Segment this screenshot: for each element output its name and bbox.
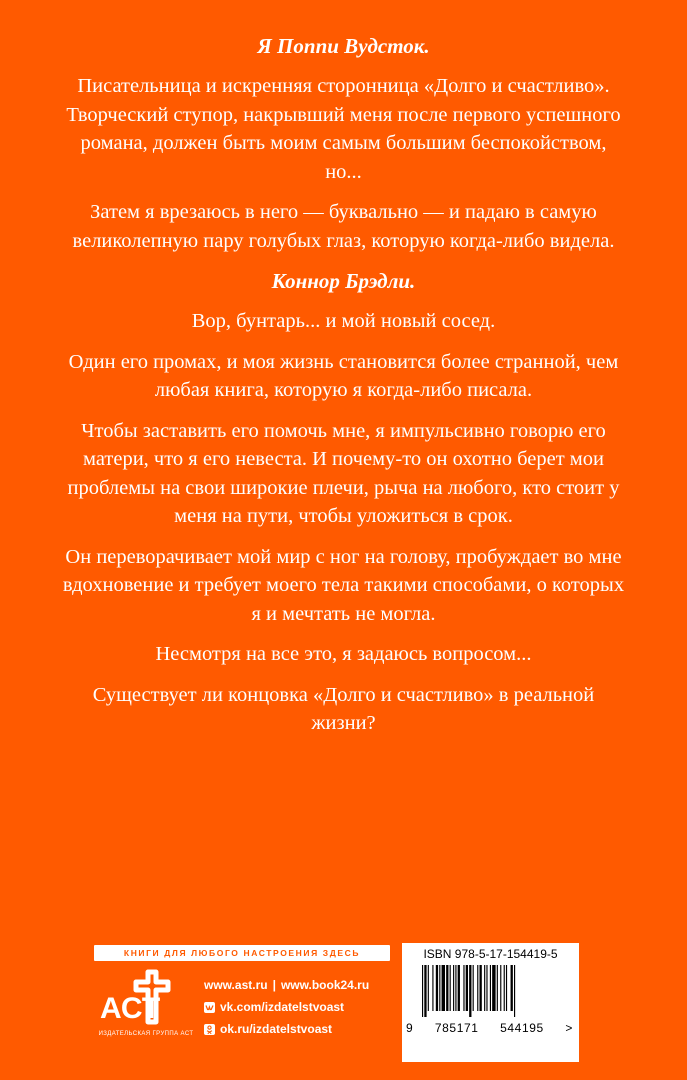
barcode-bar — [506, 965, 507, 1011]
logo-caption: ИЗДАТЕЛЬСКАЯ ГРУППА АСТ — [98, 1031, 194, 1037]
back-cover-blurb — [60, 32, 627, 750]
paragraph-1: Писательница и искренняя сторонница «Долго и счастливо». Творческий ступор, накрывший меня после первого успешного романа, должен быть моим самым большим беспокойством, но... — [66, 75, 621, 183]
paragraph-7: Несмотря на все это, я задаюсь вопросом... — [155, 643, 532, 665]
site-book24-link[interactable]: www.book24.ru — [280, 978, 370, 992]
ok-icon — [204, 1024, 215, 1035]
barcode-bar — [424, 965, 426, 1017]
barcode-bar — [511, 965, 513, 1011]
barcode-bar — [463, 965, 464, 1011]
barcode-bar — [477, 965, 478, 1011]
websites-row — [204, 974, 404, 996]
barcode-bar — [455, 965, 456, 1011]
barcode-end-marker: > — [565, 1021, 573, 1035]
barcode-bar — [436, 965, 438, 1011]
publisher-links — [204, 974, 404, 1040]
heading-poppy: Я Поппи Вудсток. — [257, 34, 430, 58]
paragraph-8: Существует ли концовка «Долго и счастливо» в реальной жизни? — [92, 683, 595, 734]
vk-icon — [204, 1002, 215, 1013]
paragraph-3: Вор, бунтарь... и мой новый сосед. — [191, 310, 496, 332]
barcode-bar — [432, 965, 433, 1011]
paragraph-6: Он переворачивает мой мир с ног на голову, пробуждает во мне вдохновение и требует моего тела такими способами, о которых я и мечтать не могла. — [62, 545, 625, 625]
barcode-bar — [466, 965, 468, 1011]
barcode-box — [402, 943, 579, 1062]
barcode-bar — [514, 965, 515, 1017]
vk-link[interactable]: vk.com/izdatelstvoast — [220, 1000, 345, 1014]
barcode-bar — [480, 965, 482, 1011]
barcode-bar — [439, 965, 440, 1011]
barcode-bar — [453, 965, 454, 1011]
tagline-strip: КНИГИ ДЛЯ ЛЮБОГО НАСТРОЕНИЯ ЗДЕСЬ — [94, 945, 390, 961]
barcode-bar — [450, 965, 451, 1011]
ok-link[interactable]: ok.ru/izdatelstvoast — [220, 1022, 333, 1036]
barcode-bar — [504, 965, 505, 1011]
barcode-bar — [422, 965, 423, 1017]
barcode-bar — [442, 965, 445, 1011]
ast-logo-icon — [94, 968, 198, 1040]
paragraph-2: Затем я врезаюсь в него — буквально — и падаю в самую великолепную пару голубых глаз, которую когда-либо видела. — [72, 201, 615, 252]
paragraph-4: Один его промах, и моя жизнь становится более странной, чем любая книга, которую я когда-либо писала. — [68, 350, 619, 401]
isbn-number: ISBN 978-5-17-154419-5 — [423, 947, 558, 961]
ok-row — [204, 1018, 404, 1040]
barcode-bar — [458, 965, 460, 1011]
barcode-bar — [490, 965, 491, 1011]
barcode-icon — [420, 965, 570, 1017]
barcode-bar — [486, 965, 487, 1011]
barcode-bar — [428, 965, 429, 1011]
barcode-bar — [473, 965, 474, 1011]
barcode-digits-left: 785171 — [434, 1021, 479, 1035]
barcode-digits-right: 544195 — [500, 1021, 544, 1035]
barcode-bar — [484, 965, 485, 1011]
paragraph-5: Чтобы заставить его помочь мне, я импульсивно говорю его матери, что я его невеста. И почему-то он охотно берет мои проблемы на свои широкие плечи, рыча на любого, кто стоит у меня на пути, чтобы уложиться в срок. — [67, 419, 620, 527]
separator: | — [272, 978, 276, 992]
barcode-bar — [469, 965, 471, 1017]
barcode-bar — [446, 965, 448, 1011]
barcode-bar — [500, 965, 501, 1011]
barcode-digit-first: 9 — [406, 1021, 414, 1035]
vk-row — [204, 996, 404, 1018]
site-ast-link[interactable]: www.ast.ru — [204, 978, 268, 992]
barcode-bar — [497, 965, 498, 1011]
heading-connor: Коннор Брэдли. — [271, 269, 416, 293]
barcode-bar — [492, 965, 495, 1011]
barcode-digits — [406, 1021, 579, 1035]
ast-logo-text: АСТ — [100, 992, 161, 1025]
